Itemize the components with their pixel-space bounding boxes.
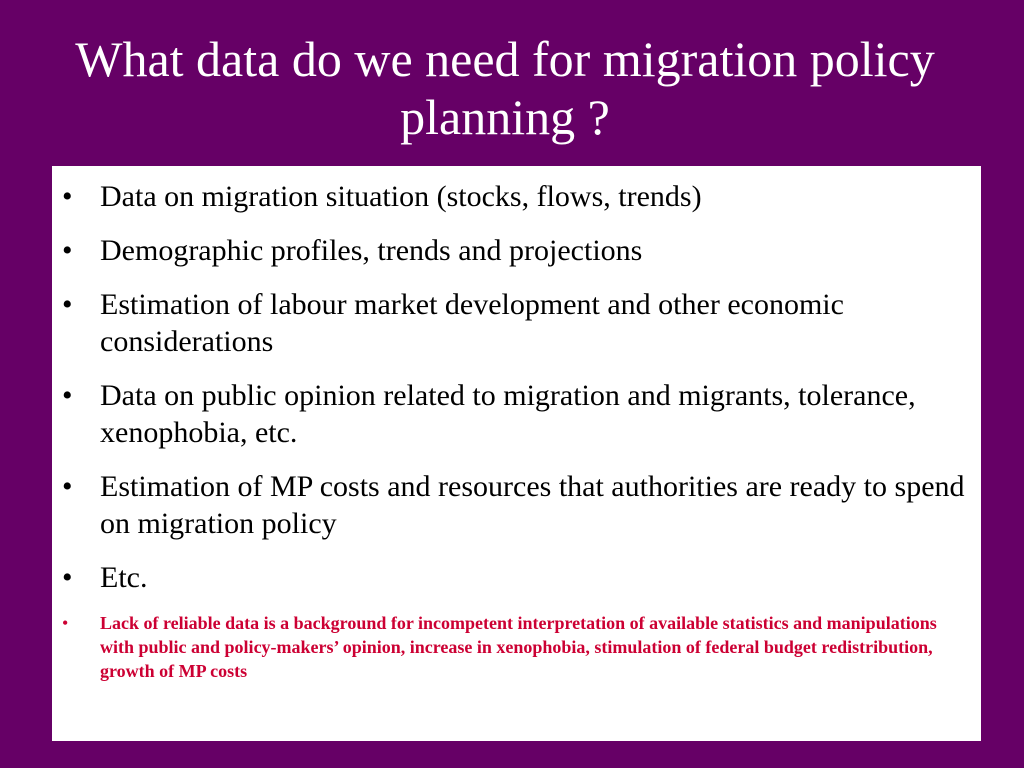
bullet-item (62, 377, 974, 451)
slide-title: What data do we need for migration policy planning ? (75, 31, 935, 145)
bullet-item (62, 232, 974, 269)
bullet-marker: • (62, 561, 73, 594)
bullet-marker: • (62, 470, 73, 503)
bullet-item (62, 178, 974, 215)
bullet-text: Estimation of labour market development and other economic considerations (100, 288, 844, 358)
bullet-text: Data on public opinion related to migration and migrants, tolerance, xenophobia, etc. (100, 379, 916, 449)
bullet-text: Etc. (100, 561, 148, 594)
bullet-item (62, 468, 974, 542)
note-text: Lack of reliable data is a background for incompetent interpretation of available statistics and manipulations with public and policy-makers’ opinion, increase in xenophobia, stimulation of federal budget redistribution, growth of MP costs (100, 613, 937, 681)
bullet-marker: • (62, 379, 73, 412)
content-box (52, 166, 981, 741)
bullet-item (62, 559, 974, 596)
bullet-text: Demographic profiles, trends and projections (100, 234, 643, 267)
bullet-marker: • (62, 234, 73, 267)
bullet-item (62, 286, 974, 360)
bullet-marker: • (62, 613, 69, 633)
bullet-text: Estimation of MP costs and resources that authorities are ready to spend on migration policy (100, 470, 965, 540)
bullet-marker: • (62, 288, 73, 321)
bullet-text: Data on migration situation (stocks, flows, trends) (100, 180, 702, 213)
bullet-list (62, 178, 974, 700)
note-bullet-item (62, 611, 974, 683)
bullet-marker: • (62, 180, 73, 213)
